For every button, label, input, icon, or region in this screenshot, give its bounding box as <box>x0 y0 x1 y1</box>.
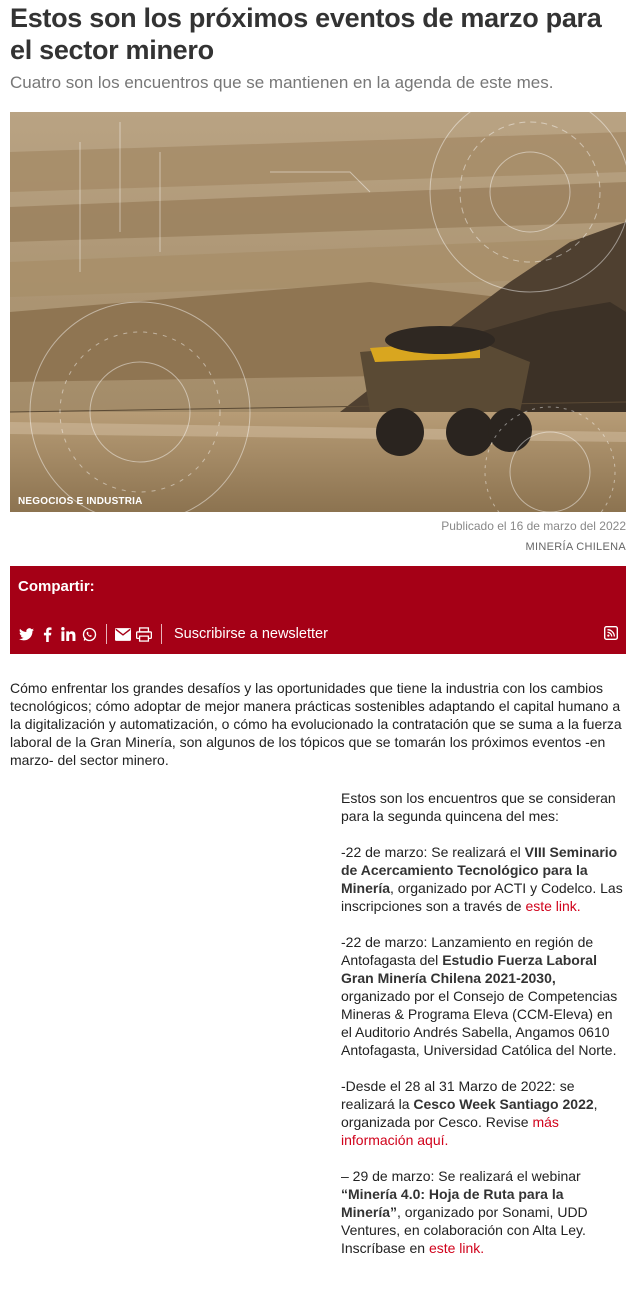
article-subtitle: Cuatro son los encuentros que se mantienen en la agenda de este mes. <box>10 73 554 92</box>
published-date: Publicado el 16 de marzo del 2022 <box>441 519 626 533</box>
events-intro: Estos son los encuentros que se consideran para la segunda quincena del mes: <box>341 790 616 824</box>
event-item <box>341 1167 626 1257</box>
article-source: MINERÍA CHILENA <box>525 541 626 553</box>
event-text: -22 de marzo: Lanzamiento en región de Antofagasta del <box>341 934 594 968</box>
share-divider <box>106 624 107 644</box>
event-name: “Minería 4.0: Hoja de Ruta para la Minería” <box>341 1186 564 1220</box>
twitter-icon[interactable] <box>18 626 34 642</box>
hero-image <box>10 112 626 512</box>
event-link[interactable]: este link. <box>428 1240 485 1256</box>
image-category-tag[interactable]: NEGOCIOS E INDUSTRIA <box>18 496 143 507</box>
print-icon[interactable] <box>136 626 152 642</box>
events-list <box>341 789 626 1275</box>
event-text: -Desde el 28 al 31 Marzo de 2022: se realizará la <box>341 1078 575 1112</box>
event-name: Estudio Fuerza Laboral Gran Minería Chilena 2021-2030, <box>341 952 597 986</box>
event-text: organizado por el Consejo de Competencias Mineras & Programa Eleva (CCM-Eleva) en el Auditorio Andrés Sabella, Angamos 0610 Antofagasta, Universidad Católica del Norte. <box>341 988 618 1058</box>
rss-icon[interactable] <box>604 626 618 645</box>
event-text: – 29 de marzo: Se realizará el webinar <box>341 1168 581 1184</box>
event-item <box>341 933 626 1059</box>
event-item <box>341 843 626 915</box>
facebook-icon[interactable] <box>39 626 55 642</box>
share-bar <box>10 566 626 654</box>
newsletter-link[interactable]: Suscribirse a newsletter <box>174 626 328 642</box>
share-label: Compartir: <box>18 578 95 595</box>
article-title: Estos son los próximos eventos de marzo para el sector minero <box>10 3 602 65</box>
event-link[interactable]: más información aquí. <box>341 1114 559 1148</box>
event-item <box>341 1077 626 1149</box>
event-name: VIII Seminario de Acercamiento Tecnológico para la Minería <box>341 844 618 896</box>
event-text: , organizado por Sonami, UDD Ventures, en colaboración con Alta Ley. Inscríbase en <box>341 1204 588 1256</box>
mine-photo <box>10 112 626 512</box>
article-intro: Cómo enfrentar los grandes desafíos y las oportunidades que tiene la industria con los cambios tecnológicos; cómo adoptar de mejor manera prácticas sostenibles adaptando el capital humano a la digitalización y automatización, o cómo ha evolucionado la contratación que se suma a la fuerza laboral de la Gran Minería, son algunos de los tópicos que se tomarán los próximos eventos -en marzo- del sector minero. <box>10 680 622 768</box>
event-text: , organizado por ACTI y Codelco. Las inscripciones son a través de <box>341 880 623 914</box>
event-text: -22 de marzo: Se realizará el <box>341 844 525 860</box>
event-name: Cesco Week Santiago 2022 <box>413 1096 594 1112</box>
email-icon[interactable] <box>115 626 131 642</box>
event-text: , organizada por Cesco. Revise <box>341 1096 598 1130</box>
linkedin-icon[interactable] <box>60 626 76 642</box>
event-link[interactable]: este link. <box>525 898 581 914</box>
share-buttons <box>18 624 618 644</box>
whatsapp-icon[interactable] <box>81 626 97 642</box>
share-divider-2 <box>161 624 162 644</box>
